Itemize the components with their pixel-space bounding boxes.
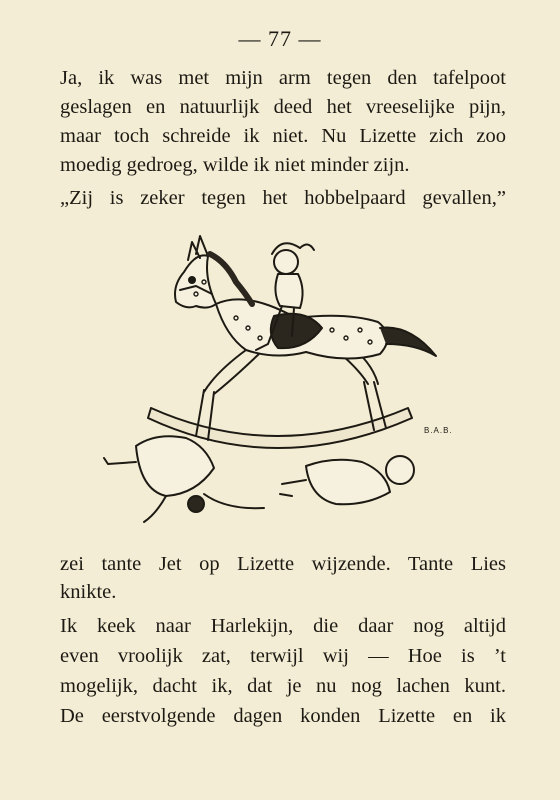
text-line: Ja, ik was met mijn arm tegen den tafelpoot: [60, 67, 506, 89]
text-line: even vroolijk zat, terwijl wij — Hoe is ’t: [60, 645, 506, 667]
text-line: maar toch schreide ik niet. Nu Lizette zich zoo: [60, 125, 506, 147]
text-line: mogelijk, dacht ik, dat je nu nog lachen kunt.: [60, 675, 506, 697]
text-line: knikte.: [60, 581, 117, 603]
rocking-horse-illustration: [96, 232, 460, 532]
quote-line: „Zij is zeker tegen het hobbelpaard gevallen,”: [60, 187, 506, 209]
page-number: — 77 —: [238, 26, 322, 51]
text-line: De eerstvolgende dagen konden Lizette en ik: [60, 705, 506, 727]
text-line: moedig gedroeg, wilde ik niet minder zijn.: [60, 154, 410, 176]
illustrator-signature: B.A.B.: [424, 426, 453, 435]
text-line: geslagen en natuurlijk deed het vreeselijke pijn,: [60, 96, 506, 118]
text-line: Ik keek naar Harlekijn, die daar nog altijd: [60, 615, 506, 637]
text-line: zei tante Jet op Lizette wijzende. Tante Lies: [60, 553, 506, 575]
